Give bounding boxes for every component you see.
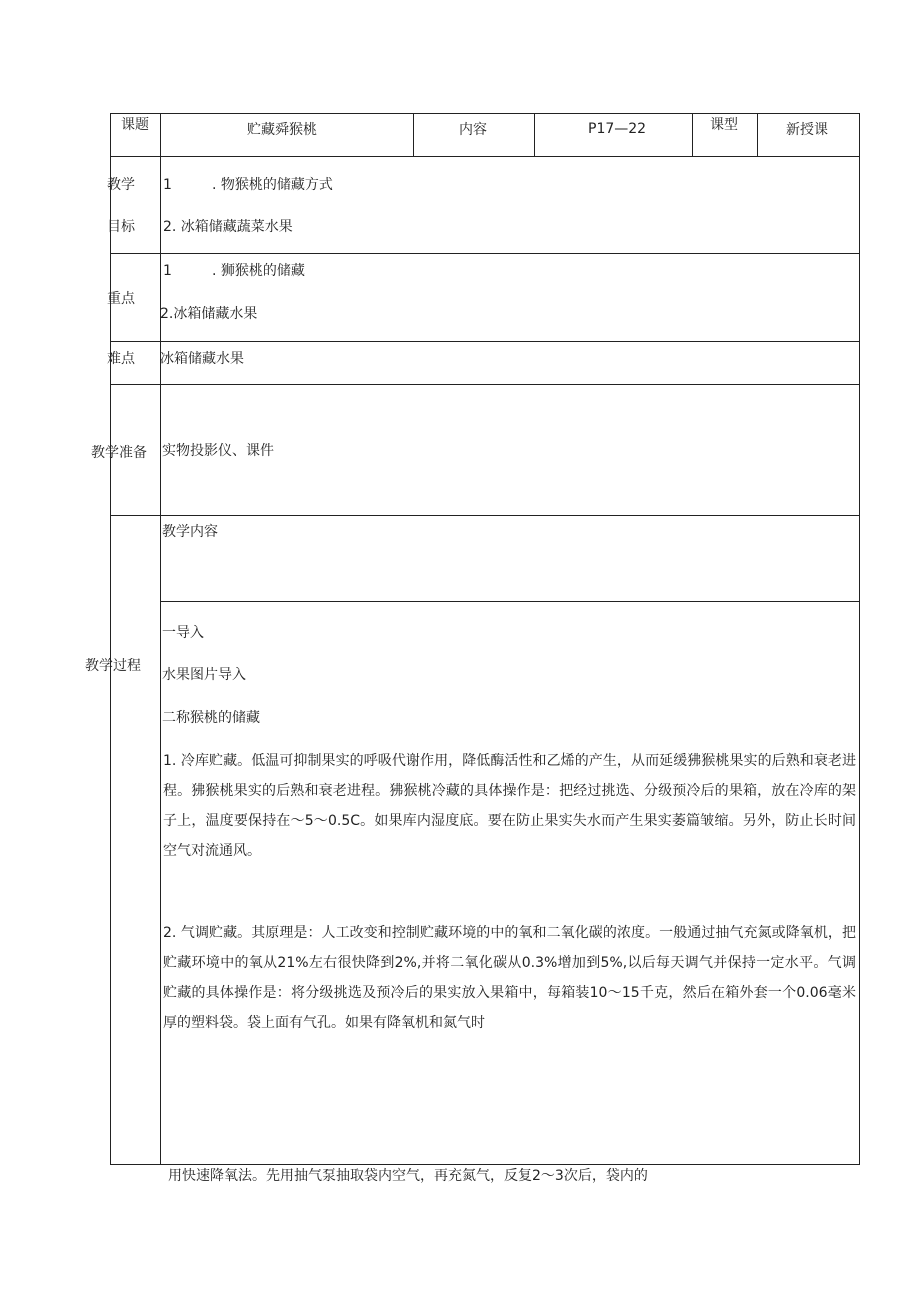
process-line: 水果图片导入 (162, 667, 246, 683)
label-column-divider (160, 113, 161, 1165)
header-cell-divider (534, 113, 535, 157)
goal-item-number: 1 (163, 177, 172, 193)
content-label: 内容 (459, 122, 487, 138)
table-border-left (110, 113, 111, 1165)
type-label: 课型 (710, 117, 738, 133)
goals-label: 目标 (107, 219, 135, 235)
focus-item-number: 1 (163, 263, 172, 279)
row-divider (110, 515, 860, 516)
process-paragraph: 2. 气调贮藏。其原理是：人工改变和控制贮藏环境的中的氧和二氧化碳的浓度。一般通过抽气充氮或降氧机，把贮藏环境中的氧从21%左右很快降到2%,并将二氧化碳从0.3%增加到5%,以后每天调气并保持一定水平。气调贮藏的具体操作是：将分级挑选及预冷后的果实放入果箱中，每箱装10～15千克，然后在箱外套一个0.06毫米厚的塑料袋。袋上面有气孔。如果有降氧机和氮气时 (163, 925, 856, 1031)
table-border-right (859, 113, 860, 1165)
content-header: 教学内容 (162, 524, 218, 540)
row-divider (110, 156, 860, 157)
table-border-top (110, 113, 860, 114)
process-line: 二称猴桃的储藏 (162, 710, 260, 726)
difficulty-label: 难点 (107, 351, 135, 367)
goal-item: . 物猴桃的储藏方式 (212, 177, 333, 193)
focus-item: 2.冰箱储藏水果 (160, 306, 258, 322)
focus-label: 重点 (107, 291, 135, 307)
header-cell-divider (692, 113, 693, 157)
header-cell-divider (413, 113, 414, 157)
table-border-bottom (110, 1164, 860, 1165)
row-divider (110, 253, 860, 254)
process-line: 一导入 (162, 625, 204, 641)
content-value: P17—22 (588, 121, 647, 137)
type-value: 新授课 (786, 122, 828, 138)
topic-label: 课题 (121, 117, 149, 133)
focus-item: . 狮猴桃的储藏 (212, 263, 305, 279)
difficulty-value: 冰箱储藏水果 (160, 351, 244, 367)
continuation-text: 用快速降氧法。先用抽气泵抽取袋内空气，再充氮气，反复2～3次后，袋内的 (168, 1168, 648, 1184)
row-divider (110, 341, 860, 342)
process-label: 教学过程 (85, 658, 141, 674)
row-divider (110, 384, 860, 385)
process-paragraph: 1. 冷库贮藏。低温可抑制果实的呼吸代谢作用，降低酶活性和乙烯的产生，从而延缓狒猴桃果实的后熟和衰老进程。狒猴桃果实的后熟和衰老进程。狒猴桃冷藏的具体操作是：把经过挑选、分级预冷后的果箱，放在冷库的架子上，温度要保持在～5～0.5C。如果库内湿度底。要在防止果实失水而产生果实萎篇皱缩。另外，防止长时间空气对流通风。 (163, 753, 856, 859)
preparation-value: 实物投影仪、课件 (162, 443, 274, 459)
goal-item: 2. 冰箱储藏蔬菜水果 (163, 219, 293, 235)
header-cell-divider (757, 113, 758, 157)
preparation-label: 教学准备 (91, 445, 147, 461)
content-header-divider (160, 601, 860, 602)
goals-label: 教学 (107, 177, 135, 193)
topic-value: 贮藏舜猴桃 (247, 122, 317, 138)
